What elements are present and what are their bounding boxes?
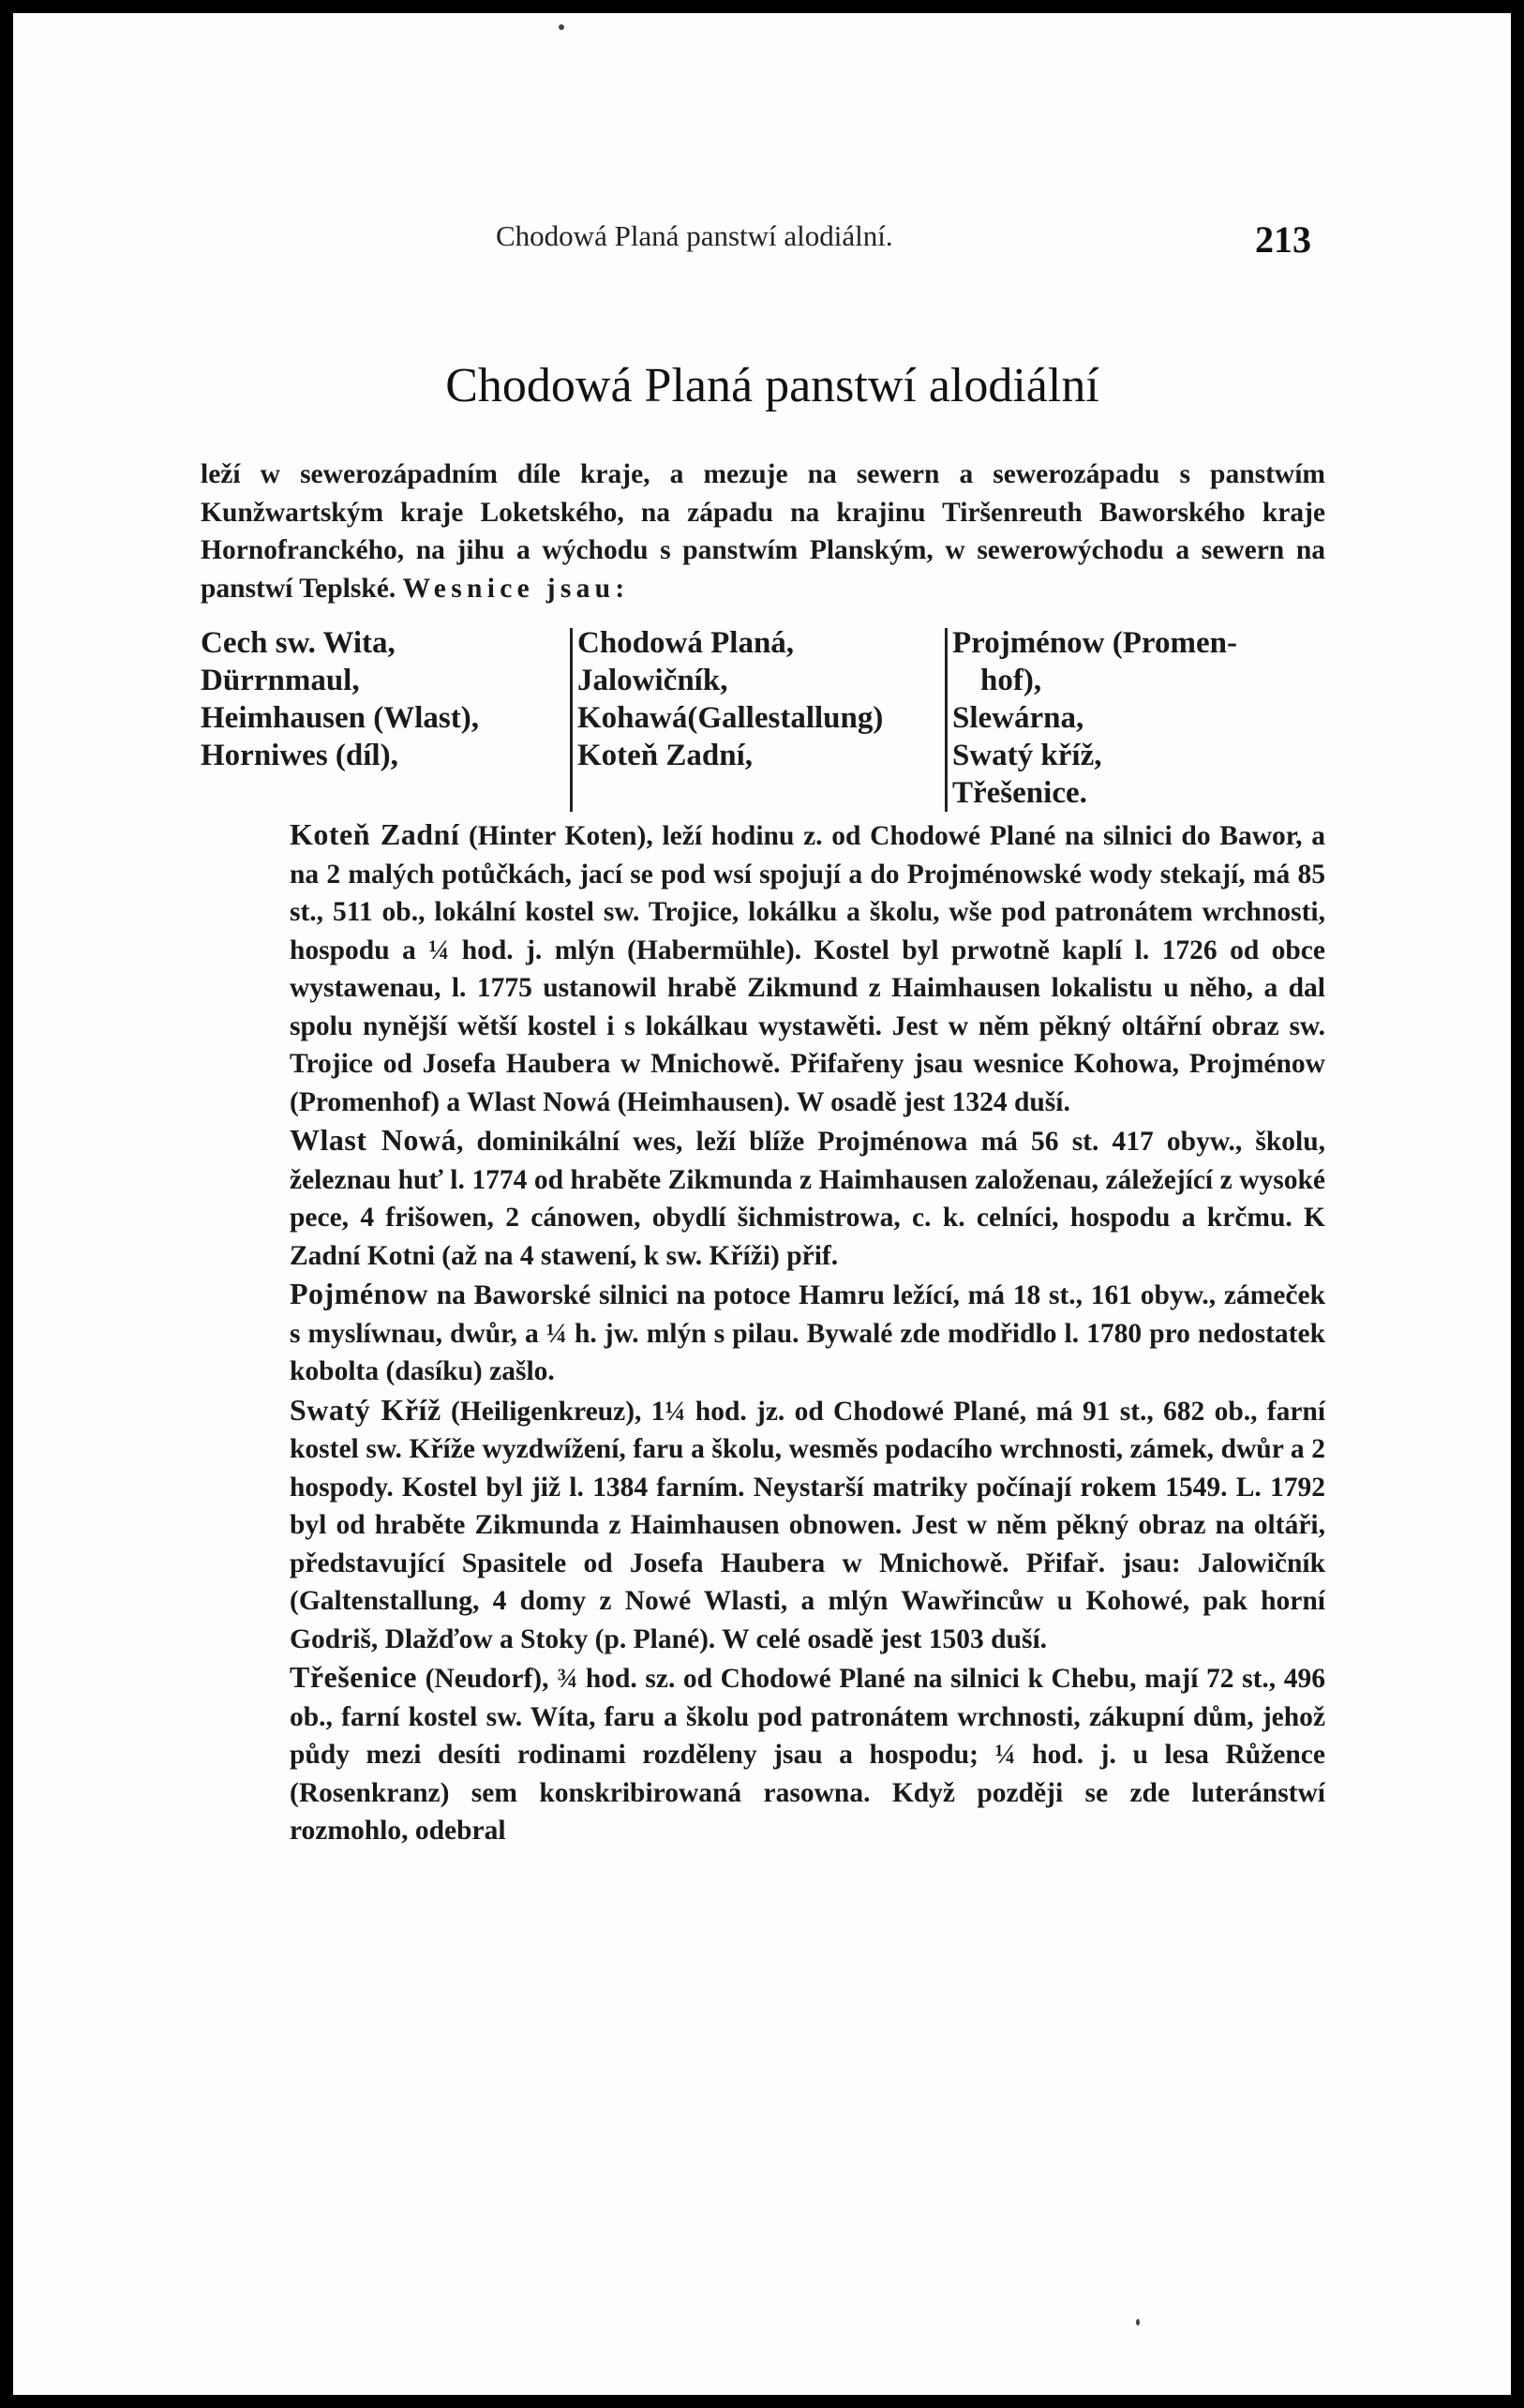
- paper-speck: [1136, 2319, 1140, 2326]
- running-title: Chodowá Planá panstwí alodiální.: [496, 219, 893, 252]
- entry-koten-zadni: [201, 815, 1325, 1121]
- village-item: Třešenice.: [952, 776, 1087, 810]
- village-item: Dürrnmaul,: [201, 664, 360, 697]
- entry-wlast-nowa: [201, 1121, 1325, 1275]
- village-item: Cech sw. Wita,: [201, 626, 396, 660]
- village-item: Swatý kříž,: [952, 739, 1102, 772]
- village-item: Kohawá(Gallestallung): [577, 701, 884, 735]
- entry-text: , dominikální wes, leží blíže Projménowa má 56 st. 417 obyw., školu, železnau huť l. 1774 od hraběte Zikmunda z Haimhausen založenau, záležející z wysoké pece, 4 frišowen, 2 cánowen, obydlí šichmistrowa, c. k. celníci, hospodu a krčmu. K Zadní Kotni (až na 4 stawení, k sw. Kříži) přif.: [290, 1127, 1325, 1271]
- village-item: Horniwes (díl),: [201, 739, 398, 772]
- entry-text: na Baworské silnici na potoce Hamru ležící, má 18 st., 161 obyw., zámeček s myslíwnau, dwůr, a ¼ h. jw. mlýn s pilau. Bywalé zde modřidlo l. 1780 pro nedostatek kobolta (dasíku) zašlo.: [290, 1280, 1325, 1386]
- villages-column-3: [952, 624, 1237, 812]
- village-item: Heimhausen (Wlast),: [201, 701, 479, 735]
- intro-text: leží w sewerozápadním díle kraje, a mezuje na sewern a sewerozápadu s panstwím Kunžwartským kraje Loketského, na západu na krajinu Tiršenreuth Baworského kraje Hornofranckého, na jihu a wýchodu s panstwím Planským, w sewerowýchodu a sewern na panstwí Teplské.: [201, 459, 1325, 604]
- entry-title: Koteň Zadní: [290, 817, 460, 851]
- page-number: 213: [1255, 218, 1311, 261]
- village-item: hof),: [980, 664, 1042, 697]
- entry-swaty-kriz: [201, 1391, 1325, 1659]
- entry-title: Swatý Kříž: [290, 1392, 441, 1427]
- entry-title: Pojménow: [290, 1277, 428, 1310]
- body-text: [201, 456, 1325, 1850]
- paper-speck: [559, 24, 564, 30]
- entry-text: (Heiligenkreuz), 1¼ hod. jz. od Chodowé Plané, má 91 st., 682 ob., farní kostel sw. Kříže wyzdwížení, faru a školu, wesměs podacího wrchnosti, zámek, dwůr a 2 hospody. Kostel byl již l. 1384 farním. Neystarší matriky počínají rokem 1549. L. 1792 byl od hraběte Zikmunda z Haimhausen obnowen. Jest w něm pěkný obraz na oltáři, představující Spasitele od Josefa Haubera w Mnichowě. Přifař. jsau: Jalowičník (Galtenstallung, 4 domy z Nowé Wlasti, a mlýn Wawřincůw u Kohowé, pak horní Godriš, Dlažďow a Stoky (p. Plané). W celé osadě jest 1503 duší.: [290, 1396, 1326, 1654]
- entry-title: Wlast Nowá: [290, 1123, 456, 1157]
- column-divider: [945, 628, 948, 812]
- page-title: Chodowá Planá panstwí alodiální: [445, 359, 1099, 412]
- village-item: Chodowá Planá,: [577, 626, 795, 660]
- villages-list: [201, 624, 1325, 812]
- book-page: [13, 13, 1511, 2395]
- column-divider: [570, 628, 573, 812]
- village-item: Jalowičník,: [577, 664, 728, 697]
- entry-title: Třešenice: [290, 1660, 417, 1694]
- entry-tresenice: [201, 1658, 1325, 1850]
- village-item: Slewárna,: [952, 701, 1084, 735]
- villages-label: Wesnice jsau:: [402, 573, 630, 604]
- villages-column-1: [201, 624, 479, 774]
- running-header: [13, 218, 1511, 261]
- entry-text: (Neudorf), ¾ hod. sz. od Chodowé Plané na silnici k Chebu, mají 72 st., 496 ob., farní kostel sw. Wíta, faru a školu pod patronátem wrchnosti, zákupní dům, jehož půdy mezi desíti rodinami rozděleny jsau a hospodu; ¼ hod. j. u lesa Růžence (Rosenkranz) sem konskribirowaná rasowna. Když později se zde luteránstwí rozmohlo, odebral: [290, 1664, 1326, 1846]
- entry-text: (Hinter Koten), leží hodinu z. od Chodowé Plané na silnici do Bawor, a na 2 malých potůčkách, jací se pod wsí spojují a do Projménowské wody stekají, má 85 st., 511 ob., lokální kostel sw. Trojice, lokálku a školu, wše pod patronátem wrchnosti, hospodu a ¼ hod. j. mlýn (Habermühle). Kostel byl prwotně kaplí l. 1726 od obce wystawenau, l. 1775 ustanowil hrabě Zikmund z Haimhausen lokalistu u něho, a dal spolu nynější wětší kostel i s lokálkau wystawěti. Jest w něm pěkný oltářní obraz sw. Trojice od Josefa Haubera w Mnichowě. Přifařeny jsau wesnice Kohowa, Projménow (Promenhof) a Wlast Nowá (Heimhausen). W osadě jest 1324 duší.: [290, 821, 1326, 1117]
- intro-paragraph: [201, 456, 1325, 607]
- village-item: Koteň Zadní,: [577, 739, 754, 772]
- entry-pojmenow: [201, 1275, 1325, 1391]
- villages-column-2: [577, 624, 883, 774]
- village-item: Projménow (Promen-: [952, 626, 1237, 660]
